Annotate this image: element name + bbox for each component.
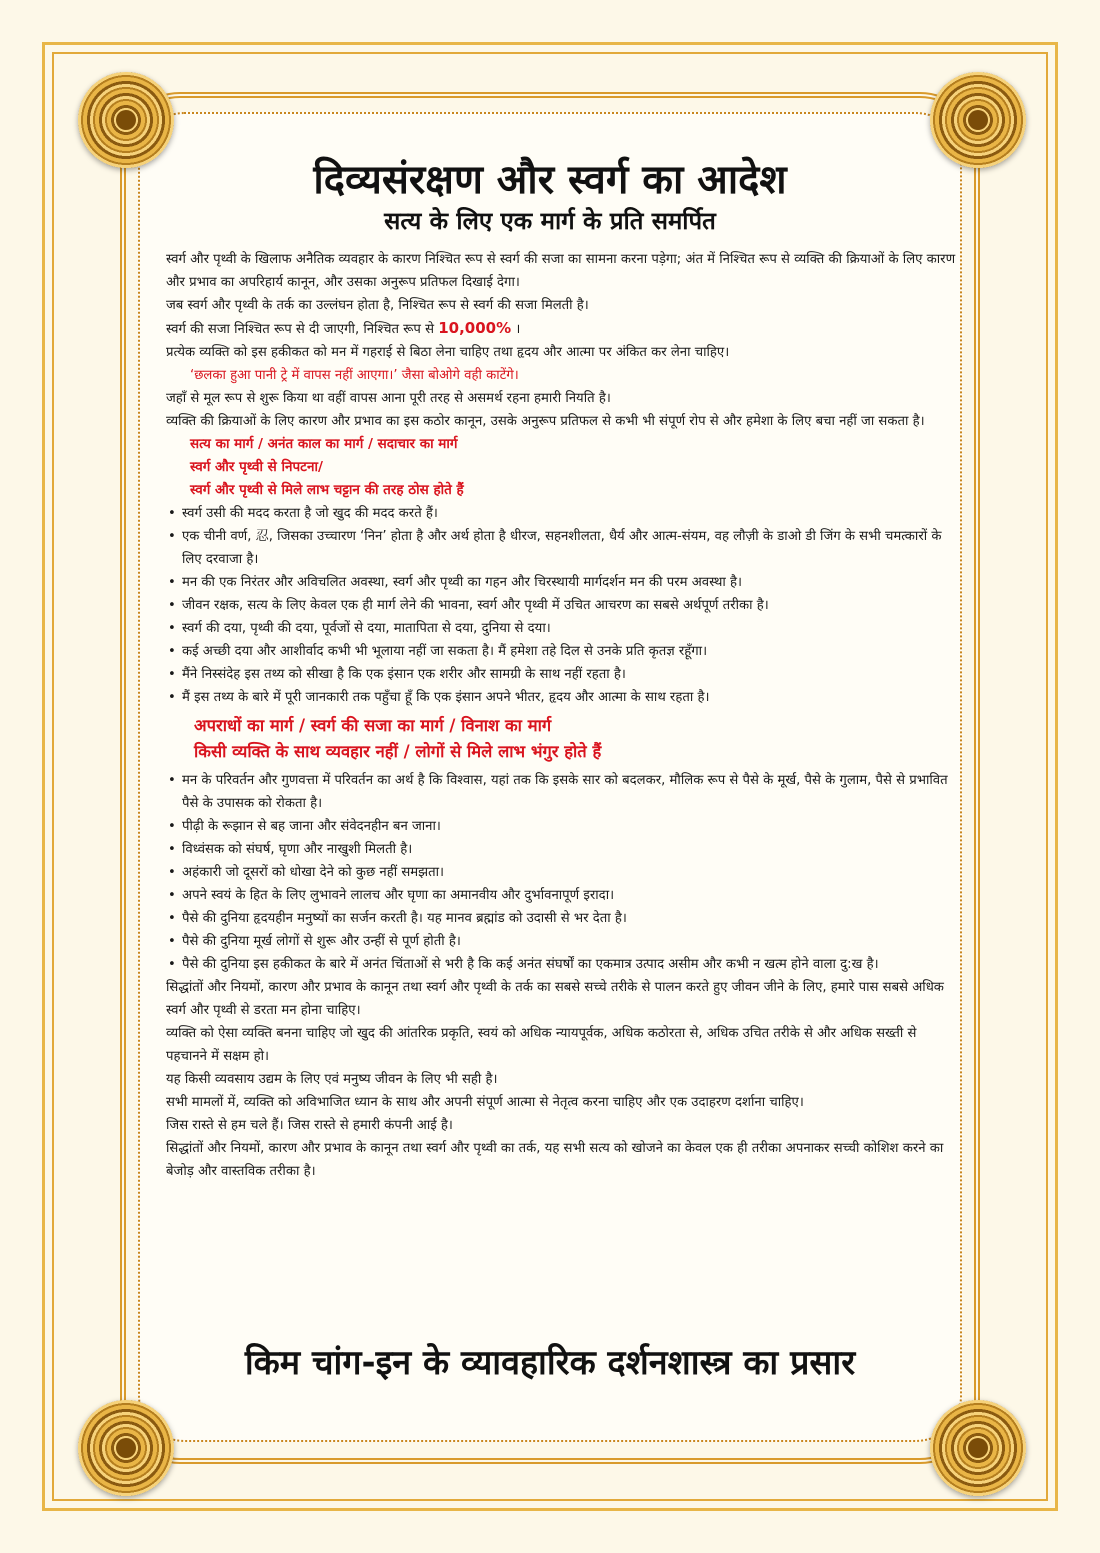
intro-paragraph: स्वर्ग और पृथ्वी के खिलाफ अनैतिक व्यवहार के कारण निश्चित रूप से स्वर्ग की सजा का सामना करना पड़ेगा; अंत में निश्चित रूप से व्यक्ति की क्रियाओं के लिए कारण और प्रभाव का अपरिहार्य कानून, और उसका अनुरूप प्रतिफल दिखाई देगा। bbox=[166, 252, 956, 290]
list-item: • मन के परिवर्तन और गुणवत्ता में परिवर्तन का अर्थ है कि विश्वास, यहां तक कि इसके सार को बदलकर, मौलिक रूप से पैसे के मूर्ख, पैसे के गुलाम, पैसे से प्रभावित पैसे के उपासक को रोकता है। bbox=[166, 769, 956, 815]
closing-paragraph: सिद्धांतों और नियमों, कारण और प्रभाव के कानून तथा स्वर्ग और पृथ्वी के तर्क का सबसे सच्चे तरीके से पालन करते हुए जीवन जीने के लिए, हमारे पास सबसे अधिक स्वर्ग और पृथ्वी से डरता मन होना चाहिए। bbox=[166, 980, 944, 1018]
list-item: • मैंने निस्संदेह इस तथ्य को सीखा है कि एक इंसान एक शरीर और सामग्री के साथ नहीं रहता है। bbox=[166, 663, 956, 686]
list-item: • कई अच्छी दया और आशीर्वाद कभी भी भूलाया नहीं जा सकता है। मैं हमेशा तहे दिल से उनके प्रति कृतज्ञ रहूँगा। bbox=[166, 640, 956, 663]
list-item: • अपने स्वयं के हित के लिए लुभावने लालच और घृणा का अमानवीय और दुर्भावनापूर्ण इरादा। bbox=[166, 884, 956, 907]
list-item: • विध्वंसक को संघर्ष, घृणा और नाखुशी मिलती है। bbox=[166, 838, 956, 861]
intro-paragraph: जब स्वर्ग और पृथ्वी के तर्क का उल्लंघन होता है, निश्चित रूप से स्वर्ग की सजा मिलती है। bbox=[166, 298, 589, 313]
closing-paragraph: सिद्धांतों और नियमों, कारण और प्रभाव के कानून तथा स्वर्ग और पृथ्वी का तर्क, यह सभी सत्य को खोजने का केवल एक ही तरीका अपनाकर सच्ची कोशिश करने का बेजोड़ और वास्तविक तरीका है। bbox=[166, 1141, 944, 1179]
list-item: • पैसे की दुनिया मूर्ख लोगों से शुरू और उन्हीं से पूर्ण होती है। bbox=[166, 930, 956, 953]
list-item: • पैसे की दुनिया इस हकीकत के बारे में अनंत चिंताओं से भरी है कि कई अनंत संघर्षों का एकमात्र उत्पाद असीम और कभी न खत्म होने वाला दु:ख है। bbox=[166, 953, 956, 976]
virtue-list bbox=[166, 502, 956, 709]
red-heading-line: सत्य का मार्ग / अनंत काल का मार्ग / सदाचार का मार्ग bbox=[190, 436, 458, 452]
red-heading-truth bbox=[166, 433, 956, 502]
gold-medallion-bottom-left bbox=[78, 1400, 174, 1496]
punishment-paragraph bbox=[166, 317, 956, 341]
list-item: • मन की एक निरंतर और अविचलित अवस्था, स्वर्ग और पृथ्वी का गहन और चिरस्थायी मार्गदर्शन मन की परम अवस्था है। bbox=[166, 571, 956, 594]
proverb-line: ‘छलका हुआ पानी ट्रे में वापस नहीं आएगा।’ जैसा बोओगे वही काटेंगे। bbox=[190, 368, 519, 383]
red-heading-line: किसी व्यक्ति के साथ व्यवहार नहीं / लोगों से मिले लाभ भंगुर होते हैं bbox=[194, 742, 602, 761]
mid-paragraph: जहाँ से मूल रूप से शुरू किया था वहीं वापस आना पूरी तरह से असमर्थ रहना हमारी नियति है। bbox=[166, 391, 611, 406]
engrave-paragraph: प्रत्येक व्यक्ति को इस हकीकत को मन में गहराई से बिठा लेना चाहिए तथा हृदय और आत्मा पर अंकित कर लेना चाहिए। bbox=[166, 345, 730, 360]
page-title: दिव्यसंरक्षण और स्वर्ग का आदेश bbox=[313, 157, 787, 203]
closing-paragraph: सभी मामलों में, व्यक्ति को अविभाजित ध्यान के साथ और अपनी संपूर्ण आत्मा से नेतृत्व करना चाहिए और एक उदाहरण दर्शाना चाहिए। bbox=[166, 1095, 804, 1110]
closing-paragraph: जिस रास्ते से हम चले हैं। जिस रास्ते से हमारी कंपनी आई है। bbox=[166, 1118, 453, 1133]
red-heading-crime bbox=[166, 713, 956, 765]
red-heading-line: अपराधों का मार्ग / स्वर्ग की सजा का मार्ग / विनाश का मार्ग bbox=[194, 716, 552, 735]
list-item: • पैसे की दुनिया हृदयहीन मनुष्यों का सर्जन करती है। यह मानव ब्रह्मांड को उदासी से भर देता है। bbox=[166, 907, 956, 930]
list-item: • पीढ़ी के रूझान से बह जाना और संवेदनहीन बन जाना। bbox=[166, 815, 956, 838]
list-item: • एक चीनी वर्ण, 忍, जिसका उच्चारण ‘निन’ होता है और अर्थ होता है धीरज, सहनशीलता, धैर्य और आत्म-संयम, वह लौज़ी के डाओ डी जिंग के सभी चमत्कारों के लिए दरवाजा है। bbox=[166, 525, 956, 571]
footer-title: किम चांग-इन के व्यावहारिक दर्शनशास्त्र का प्रसार bbox=[244, 1343, 856, 1383]
closing-paragraph: यह किसी व्यवसाय उद्यम के लिए एवं मनुष्य जीवन के लिए भी सही है। bbox=[166, 1072, 498, 1087]
list-item: • अहंकारी जो दूसरों को धोखा देने को कुछ नहीं समझता। bbox=[166, 861, 956, 884]
page-subtitle: सत्य के लिए एक मार्ग के प्रति समर्पित bbox=[384, 207, 716, 235]
red-heading-line: स्वर्ग और पृथ्वी से मिले लाभ चट्टान की तरह ठोस होते हैं bbox=[190, 482, 464, 498]
main-content bbox=[166, 248, 956, 1183]
mid-paragraph: व्यक्ति की क्रियाओं के लिए कारण और प्रभाव का इस कठोर कानून, उसके अनुरूप प्रतिफल से कभी भी संपूर्ण रोप से और हमेशा के लिए बचा नहीं जा सकता है। bbox=[166, 414, 925, 429]
punishment-end: । bbox=[515, 322, 521, 337]
red-heading-line: स्वर्ग और पृथ्वी से निपटना/ bbox=[190, 459, 323, 475]
punishment-percent: 10,000% bbox=[438, 319, 512, 337]
vice-list bbox=[166, 769, 956, 976]
gold-medallion-bottom-right bbox=[930, 1400, 1026, 1496]
list-item: • स्वर्ग की दया, पृथ्वी की दया, पूर्वजों से दया, मातापिता से दया, दुनिया से दया। bbox=[166, 617, 956, 640]
punishment-text: स्वर्ग की सजा निश्चित रूप से दी जाएगी, निश्चित रूप से bbox=[166, 322, 435, 337]
list-item: • जीवन रक्षक, सत्य के लिए केवल एक ही मार्ग लेने की भावना, स्वर्ग और पृथ्वी में उचित आचरण का सबसे अर्थपूर्ण तरीका है। bbox=[166, 594, 956, 617]
list-item: • स्वर्ग उसी की मदद करता है जो खुद की मदद करते हैं। bbox=[166, 502, 956, 525]
list-item: • मैं इस तथ्य के बारे में पूरी जानकारी तक पहुँचा हूँ कि एक इंसान अपने भीतर, हृदय और आत्मा के साथ रहता है। bbox=[166, 686, 956, 709]
closing-paragraph: व्यक्ति को ऐसा व्यक्ति बनना चाहिए जो खुद की आंतरिक प्रकृति, स्वयं को अधिक न्यायपूर्वक, अधिक कठोरता से, अधिक उचित तरीके से और अधिक सख्ती से पहचानने में सक्षम हो। bbox=[166, 1026, 917, 1064]
